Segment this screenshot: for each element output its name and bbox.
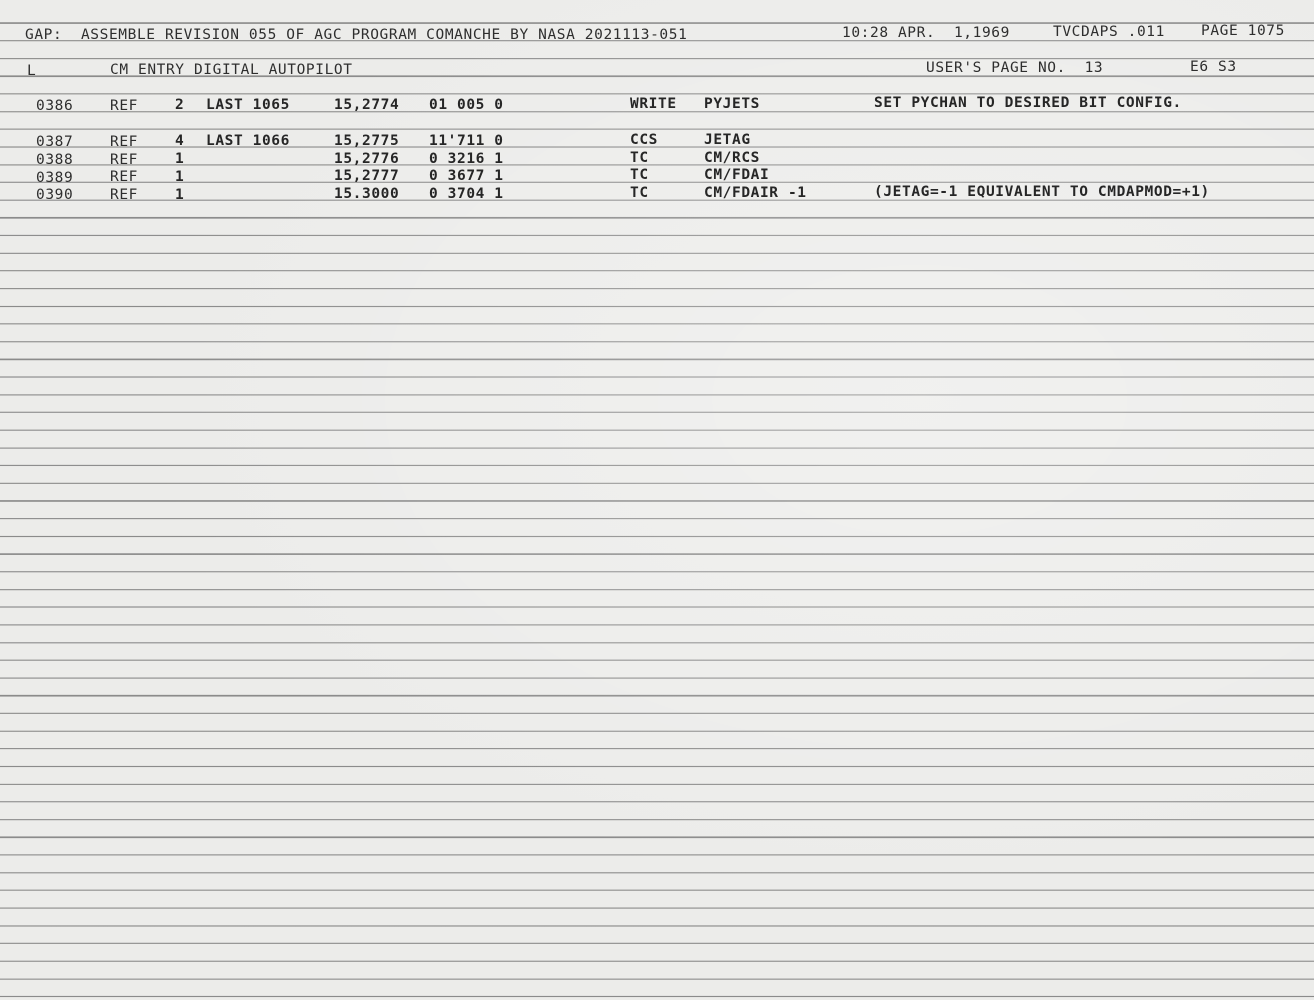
- octal-code: 0 3677 1: [429, 168, 504, 184]
- line-number: 0387: [36, 134, 74, 150]
- header-time-date: 10:28 APR. 1,1969: [842, 25, 1010, 41]
- octal-code: 11'711 0: [429, 133, 504, 149]
- operand: PYJETS: [704, 96, 760, 112]
- ref-keyword: REF: [110, 134, 138, 150]
- users-page-number: USER'S PAGE NO. 13: [926, 60, 1104, 76]
- header-l-marker: L: [27, 63, 37, 79]
- opcode: TC: [630, 185, 649, 201]
- header-program-line: GAP: ASSEMBLE REVISION 055 OF AGC PROGRAM COMANCHE BY NASA 2021113-051: [25, 27, 688, 43]
- opcode: CCS: [630, 132, 658, 148]
- octal-code: 01 005 0: [429, 97, 504, 113]
- section-title: CM ENTRY DIGITAL AUTOPILOT: [110, 62, 353, 78]
- ref-count: 1: [175, 169, 185, 185]
- operand: JETAG: [704, 132, 751, 148]
- comment: (JETAG=-1 EQUIVALENT TO CMDAPMOD=+1): [874, 184, 1210, 200]
- last-reference: LAST 1066: [206, 133, 290, 149]
- line-number: 0390: [36, 187, 74, 203]
- ref-count: 1: [175, 151, 185, 167]
- octal-code: 0 3216 1: [429, 151, 504, 167]
- page-e-s-marker: E6 S3: [1190, 59, 1237, 75]
- ref-count: 4: [175, 133, 185, 149]
- operand: CM/RCS: [704, 150, 760, 166]
- memory-address: 15,2774: [334, 97, 400, 113]
- ref-keyword: REF: [110, 152, 138, 168]
- opcode: TC: [630, 150, 649, 166]
- ref-count: 1: [175, 187, 185, 203]
- header-log-section: TVCDAPS .011: [1053, 24, 1165, 40]
- opcode: WRITE: [630, 96, 677, 112]
- line-number: 0388: [36, 152, 74, 168]
- ref-count: 2: [175, 97, 185, 113]
- operand: CM/FDAI: [704, 167, 770, 183]
- comment: SET PYCHAN TO DESIRED BIT CONFIG.: [874, 95, 1182, 111]
- octal-code: 0 3704 1: [429, 186, 504, 202]
- opcode: TC: [630, 167, 649, 183]
- ref-keyword: REF: [110, 187, 138, 203]
- line-number: 0389: [36, 170, 74, 186]
- memory-address: 15,2776: [334, 151, 400, 167]
- header-page-number: PAGE 1075: [1201, 23, 1285, 39]
- ref-keyword: REF: [110, 98, 138, 114]
- line-number: 0386: [36, 98, 74, 114]
- operand: CM/FDAIR -1: [704, 185, 807, 201]
- last-reference: LAST 1065: [206, 97, 290, 113]
- memory-address: 15,2775: [334, 133, 400, 149]
- memory-address: 15,2777: [334, 168, 400, 184]
- ref-keyword: REF: [110, 169, 138, 185]
- memory-address: 15.3000: [334, 186, 400, 202]
